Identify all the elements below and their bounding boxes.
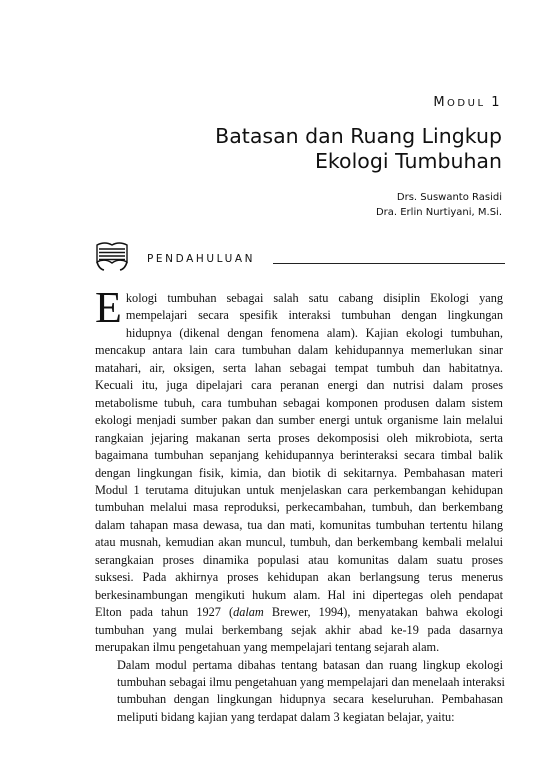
- paragraph-1: [95, 283, 503, 657]
- text-segment: Elton pada tahun 1927 (: [95, 605, 234, 620]
- author-2: Dra. Erlin Nurtiyani, M.Si.: [375, 207, 502, 218]
- text-line: berkesinambungan mengikuti hukum alam. Hal ini dipertegas oleh pendapat: [95, 587, 503, 602]
- text-line: ekologi menjadi sumber pakan dan sumber energi untuk organisme lain melalui: [95, 413, 503, 428]
- text-line: suksesi. Pada akhirnya proses kehidupan akan berlangsung terus menerus: [95, 570, 503, 585]
- text-line: tumbuhan yang mulai berkembang sejak akhir abad ke-19 pada dasarnya: [95, 622, 503, 637]
- paragraph-2: [95, 657, 503, 727]
- text-segment: Brewer, 1994), menyatakan bahwa ekologi: [263, 605, 503, 620]
- section-divider: [273, 263, 505, 264]
- module-label: MODUL 1: [433, 95, 502, 110]
- text-line: mempelajari secara spesifik interaksi tumbuhan dengan lingkungan: [125, 308, 503, 323]
- text-line: hidupnya (dikenal dengan fenomena alam). Kajian ekologi tumbuhan,: [125, 325, 503, 340]
- title-line-2: Ekologi Tumbuhan: [314, 149, 502, 173]
- drop-cap: E: [95, 283, 122, 332]
- author-list: [376, 190, 502, 220]
- text-line: Modul 1 terutama ditujukan untuk menjelaskan cara perkembangan kehidupan: [95, 482, 503, 497]
- text-line: mencakup antara lain cara tumbuhan dalam kehidupannya memerlukan sinar: [95, 343, 503, 358]
- text-line: tumbuhan melalui masa reproduksi, perkecambahan, tumbuh, dan berkembang: [95, 500, 503, 515]
- text-line: tumbuhan sebagai ilmu pengetahuan yang mempelajari dan menelaah interaksi: [117, 674, 505, 689]
- text-line: kologi tumbuhan sebagai salah satu cabang disiplin Ekologi yang: [125, 291, 503, 305]
- open-book-icon: [95, 240, 129, 272]
- text-line: Dalam modul pertama dibahas tentang batasan dan ruang lingkup ekologi: [117, 657, 503, 672]
- italic-term: dalam: [233, 605, 264, 620]
- text-line: metabolisme tubuh, cara tumbuhan sebagai komponen produsen dalam sistem: [95, 395, 503, 410]
- text-line: atau musnah, kemudian akan muncul, tumbuh, dan berkembang kembali melalui: [95, 535, 503, 550]
- text-line: rangkaian jejaring makanan serta proses dekomposisi oleh mikrobiota, serta: [95, 430, 503, 445]
- text-line: Kecuali itu, juga dipelajari cara peranan energi dan nutrisi dalam proses: [95, 378, 503, 393]
- page-title: [215, 124, 502, 174]
- text-line: dengan lingkungan fisik, kimia, dan biotik di sekitarnya. Pembahasan materi: [95, 465, 503, 480]
- text-line: serangkaian proses dinamika populasi atau komunitas dalam suatu proses: [95, 552, 503, 567]
- text-line: dalam tahapan masa dewasa, tua dan mati, komunitas tumbuhan tertentu hilang: [95, 517, 503, 532]
- text-line: [95, 604, 503, 621]
- body-text: [95, 283, 505, 726]
- text-line: matahari, air, oksigen, serta lahan sebagai tempat tumbuh dan habitatnya.: [95, 360, 503, 375]
- text-line: meliputi bidang kajian yang terdapat dalam 3 kegiatan belajar, yaitu:: [117, 709, 455, 724]
- title-line-1: Batasan dan Ruang Lingkup: [215, 124, 502, 148]
- section-header: [95, 240, 505, 274]
- author-1: Drs. Suswanto Rasidi: [396, 192, 502, 203]
- section-title: PENDAHULUAN: [147, 253, 256, 265]
- text-line: merupakan ilmu pengetahuan yang mempelajari tentang sejarah alam.: [95, 640, 440, 655]
- text-line: bagaimana tumbuhan sepanjang kehidupannya berinteraksi secara timbal balik: [95, 448, 503, 463]
- text-line: tumbuhan dengan lingkungan hidupnya secara keseluruhan. Pembahasan: [117, 692, 503, 707]
